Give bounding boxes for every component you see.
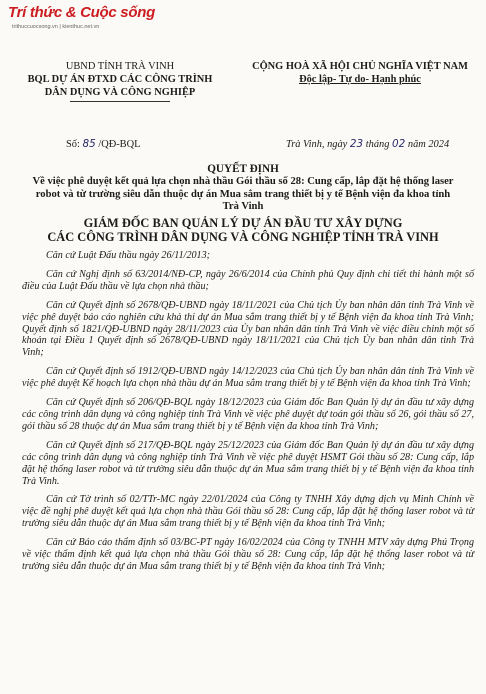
motto-line-2: Độc lập- Tự do- Hạnh phúc [299, 74, 421, 85]
issuer-line-1: GIÁM ĐỐC BAN QUẢN LÝ DỰ ÁN ĐẦU TƯ XÂY DỰNG [83, 216, 403, 230]
motto-line-1: CỘNG HOÀ XÃ HỘI CHỦ NGHĨA VIỆT NAM [252, 61, 468, 72]
agency-divider [70, 101, 170, 102]
agency-line-1: UBND TỈNH TRÀ VINH [65, 61, 175, 72]
issuer-heading [10, 216, 476, 244]
date-place: Trà Vinh, ngày [286, 139, 348, 150]
legal-basis-paragraph: Căn cứ Báo cáo thẩm định số 03/BC-PT ngày 16/02/2024 của Công ty TNHH MTV xây dựng Phú Trọng về việc thẩm định kết quả lựa chọn nhà thầu Gói thầu số 28: Cung cấp, lắp đặt hệ thống laser robot và từ trường siêu dẫn thuộc dự án Mua sắm trang thiết bị y tế Bệnh viện đa khoa tỉnh Trà Vinh; [22, 537, 474, 572]
legal-basis-paragraph: Căn cứ Quyết định số 217/QĐ-BQL ngày 25/12/2023 của Giám đốc Ban Quản lý dự án đầu tư xây dựng các công trình dân dụng và công nghiệp tỉnh Trà Vinh về việc phê duyệt HSMT Gói thầu số 28: Cung cấp, lắp đặt hệ thống laser robot và từ trường siêu dẫn thuộc dự án Mua sắm trang thiết bị y tế Bệnh viện đa khoa tỉnh Trà Vinh. [22, 439, 474, 487]
date-month: 02 [392, 138, 406, 150]
legal-basis-paragraph: Căn cứ Nghị định số 63/2014/NĐ-CP, ngày 26/6/2014 của Chính phủ Quy định chi tiết thi hành một số điều của Luật Đấu thầu về lựa chọn nhà thầu; [22, 268, 474, 292]
logo-url: trithuccuocsong.vn | kienthuc.net.vn [12, 24, 100, 30]
issuing-agency [10, 60, 230, 99]
legal-basis-paragraph: Căn cứ Quyết định số 2678/QĐ-UBND ngày 18/11/2021 của Chủ tịch Ủy ban nhân dân tỉnh Trà Vinh về việc phê duyệt báo cáo nghiên cứu khả thi dự án Mua sắm trang thiết bị y tế Bệnh viện đa khoa tỉnh Trà Vinh; Quyết định số 1821/QĐ-UBND ngày 28/11/2023 của Ủy ban nhân dân tỉnh Trà Vinh về việc điều chỉnh một số khoản tại Điều 1 Quyết định số 2678/QĐ-UBND ngày 18/11/2021 của Chủ tịch Ủy ban nhân dân tỉnh Trà Vinh; [22, 299, 474, 359]
number-value: 85 [82, 138, 96, 150]
number-prefix: Số: [66, 139, 80, 150]
document-title: QUYẾT ĐỊNH [207, 163, 279, 175]
national-motto [240, 60, 480, 86]
agency-line-3: DÂN DỤNG VÀ CÔNG NGHIỆP [44, 87, 196, 98]
date-day: 23 [349, 138, 364, 150]
logo-name: Trí thức & Cuộc sống [8, 4, 155, 21]
legal-basis-paragraph: Căn cứ Luật Đấu thầu ngày 26/11/2013; [46, 250, 211, 261]
issuer-line-2: CÁC CÔNG TRÌNH DÂN DỤNG VÀ CÔNG NGHIỆP TỈNH TRÀ VINH [47, 230, 439, 244]
document-number [66, 138, 140, 150]
legal-basis-paragraph: Căn cứ Quyết định số 206/QĐ-BQL ngày 18/12/2023 của Giám đốc Ban Quản lý dự án đầu tư xây dựng các công trình dân dụng và công nghiệp tỉnh Trà Vinh về việc phê duyệt dự toán gói thầu số 26, gói thầu số 27, gói thầu số 28 thuộc dự án Mua sắm trang thiết bị y tế Bệnh viện đa khoa tỉnh Trà Vinh; [22, 397, 474, 432]
document-date [286, 138, 449, 150]
agency-line-2: BQL DỰ ÁN ĐTXD CÁC CÔNG TRÌNH [27, 74, 213, 85]
document-subject: Về việc phê duyệt kết quả lựa chọn nhà thầu Gói thầu số 28: Cung cấp, lắp đặt hệ thống laser robot và từ trường siêu dẫn thuộc dự án Mua sắm trang thiết bị y tế Bệnh viện đa khoa tỉnh Trà Vinh [32, 176, 454, 213]
date-month-label: tháng [365, 139, 390, 150]
legal-basis-paragraph: Căn cứ Quyết định số 1912/QĐ-UBND ngày 14/12/2023 của Chủ tịch Ủy ban nhân dân tỉnh Trà Vinh về việc phê duyệt Kế hoạch lựa chọn nhà thầu dự án Mua sắm trang thiết bị y tế Bệnh viện đa khoa tỉnh Trà Vinh; [22, 366, 474, 390]
number-suffix: /QĐ-BQL [98, 139, 141, 150]
legal-basis [22, 250, 474, 580]
legal-basis-paragraph: Căn cứ Tờ trình số 02/TTr-MC ngày 22/01/2024 của Công ty TNHH Xây dựng dịch vụ Minh Chính về việc đề nghị phê duyệt kết quả lựa chọn nhà thầu Gói thầu số 28: Cung cấp, lắp đặt hệ thống laser robot và từ trường siêu dẫn thuộc dự án Mua sắm trang thiết bị y tế Bệnh viện đa khoa tỉnh Trà Vinh; [22, 494, 474, 530]
date-year: năm 2024 [407, 139, 450, 150]
